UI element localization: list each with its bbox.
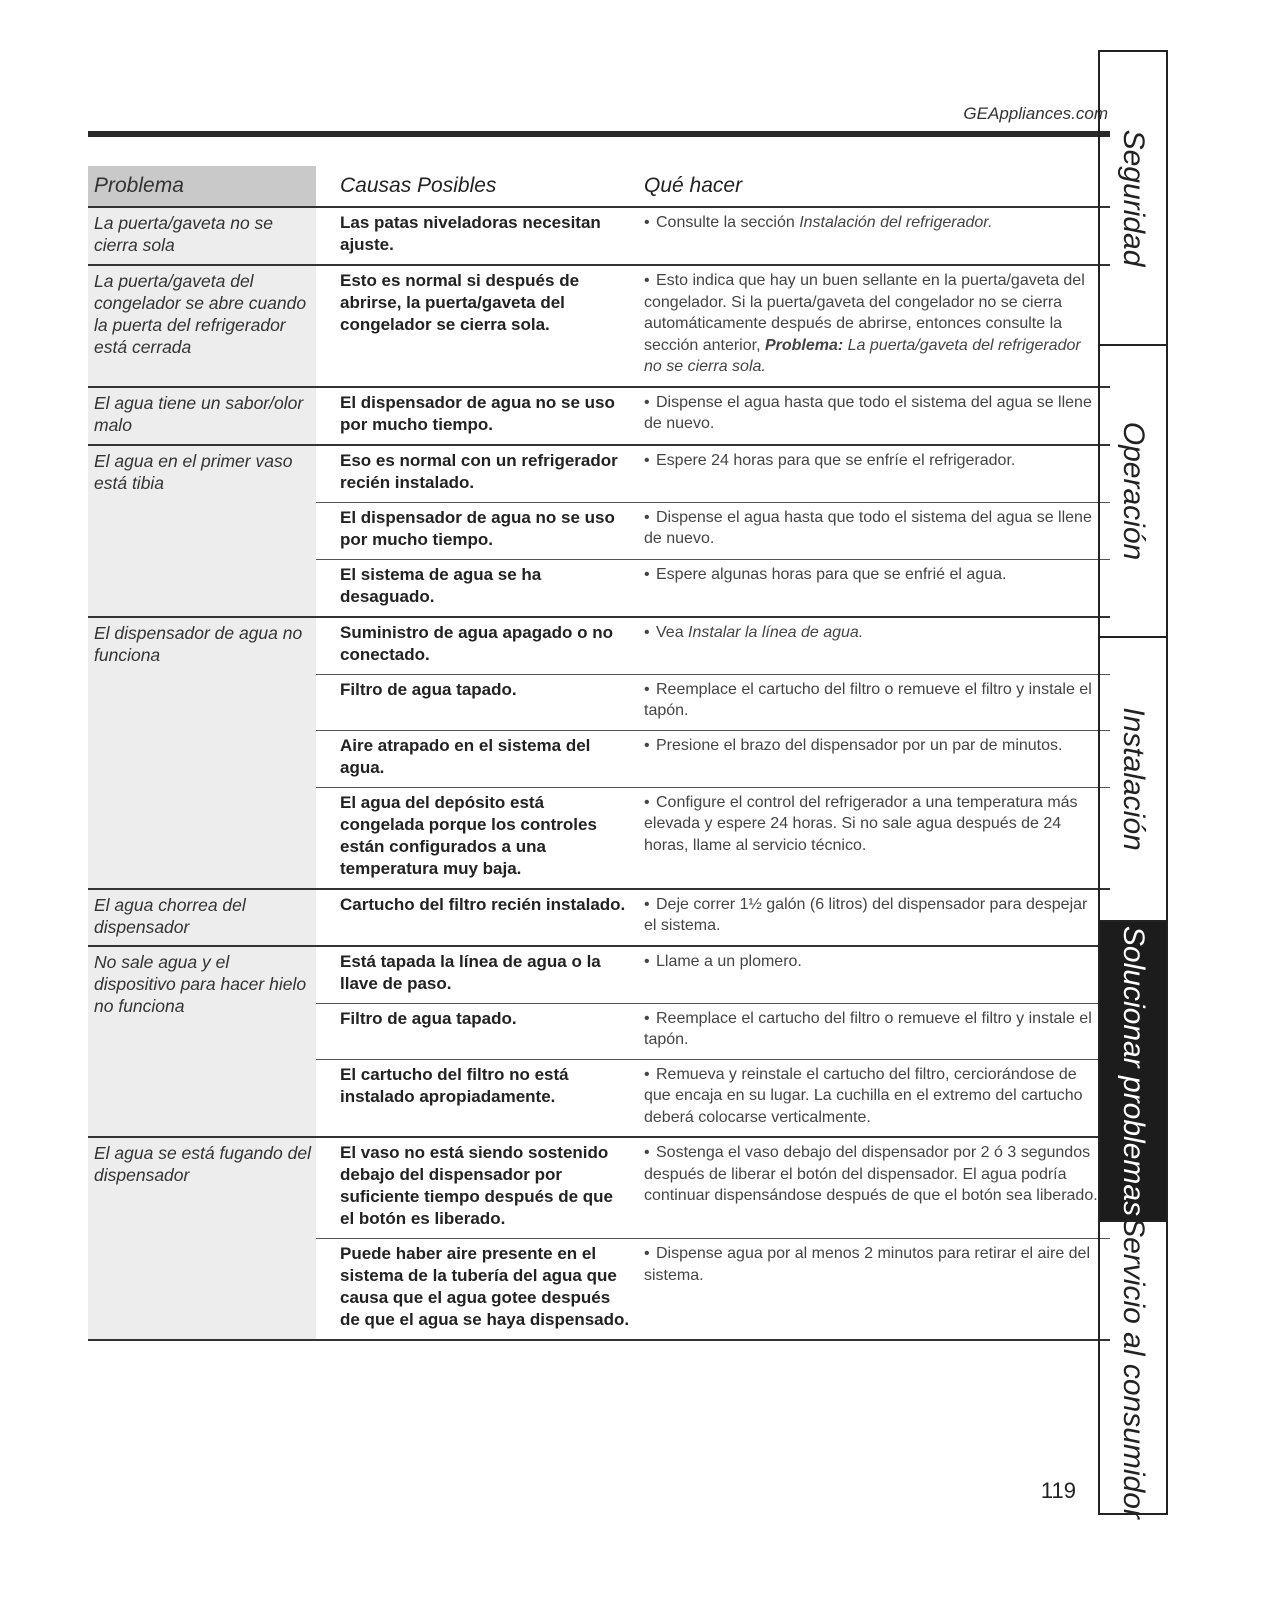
cause-row xyxy=(316,446,1110,502)
causes-list xyxy=(316,388,1110,444)
cause-row xyxy=(316,618,1110,674)
tab-solucionar-problemas[interactable] xyxy=(1100,922,1166,1222)
fix-text xyxy=(644,735,1098,779)
bullet-icon: • xyxy=(644,393,650,411)
tab-servicio-al-consumidor[interactable] xyxy=(1100,1216,1166,1519)
cause-row xyxy=(316,1003,1110,1059)
fix-segment: Presione el brazo del dispensador por un par de minutos. xyxy=(656,736,1063,754)
fix-segment: Dispense agua por al menos 2 minutos para retirar el aire del sistema. xyxy=(644,1245,1091,1284)
fix-text xyxy=(644,792,1098,880)
cause-row xyxy=(316,1138,1110,1238)
column-fix-header: Qué hacer xyxy=(644,174,743,197)
problem-group xyxy=(88,446,1110,618)
problem-group xyxy=(88,618,1110,890)
fix-text xyxy=(644,679,1098,722)
problem-group xyxy=(88,266,1110,388)
fix-text xyxy=(644,951,1098,995)
tab-instalacion[interactable] xyxy=(1100,638,1166,922)
fix-text xyxy=(644,622,1098,666)
fix-text xyxy=(644,894,1098,937)
bullet-icon: • xyxy=(644,451,650,469)
tab-label: Instalación xyxy=(1117,707,1150,851)
cause-text: Las patas niveladoras necesitan ajuste. xyxy=(340,213,601,254)
problem-label: El agua en el primer vaso está tibia xyxy=(88,446,316,616)
bullet-icon: • xyxy=(644,736,650,754)
fix-segment: Remueva y reinstale el cartucho del filtro, cerciorándose de que encaja en su lugar. La cuchilla en el extremo del cartucho deberá colocarse verticalmente. xyxy=(644,1065,1083,1126)
cause-text: Eso es normal con un refrigerador recién instalado. xyxy=(340,450,618,492)
troubleshooting-table xyxy=(88,166,1110,1341)
fix-segment: Reemplace el cartucho del filtro o remueve el filtro y instale el tapón. xyxy=(644,1009,1092,1048)
fix-text xyxy=(644,1008,1098,1051)
fix-segment: Espere 24 horas para que se enfríe el refrigerador. xyxy=(656,451,1016,469)
fix-segment: La puerta/gaveta del refrigerador no se cierra sola. xyxy=(644,336,1081,375)
bullet-icon: • xyxy=(644,952,650,970)
fix-segment: Reemplace el cartucho del filtro o remueve el filtro y instale el tapón. xyxy=(644,680,1092,719)
column-causes-header: Causas Posibles xyxy=(340,174,497,197)
problem-label: El agua se está fugando del dispensador xyxy=(88,1138,316,1339)
cause-row xyxy=(316,559,1110,616)
table-header xyxy=(88,166,1110,208)
section-sidebar xyxy=(1098,50,1168,1519)
top-rule xyxy=(88,131,1110,137)
bullet-icon: • xyxy=(644,1065,650,1083)
bullet-icon: • xyxy=(644,1245,650,1262)
problem-group xyxy=(88,208,1110,266)
fix-segment: Instalación del refrigerador. xyxy=(799,214,993,231)
tab-seguridad[interactable] xyxy=(1100,52,1166,346)
problem-label: El agua tiene un sabor/olor malo xyxy=(88,388,316,444)
cause-row xyxy=(316,890,1110,945)
problem-group xyxy=(88,890,1110,947)
cause-row xyxy=(316,266,1110,386)
tab-label: Servicio al consumidor xyxy=(1117,1216,1150,1519)
bullet-icon: • xyxy=(644,272,650,289)
causes-list xyxy=(316,890,1110,945)
cause-row xyxy=(316,1238,1110,1339)
bullet-icon: • xyxy=(644,1144,650,1161)
bullet-icon: • xyxy=(644,1009,650,1027)
tab-label: Solucionar problemas xyxy=(1117,925,1150,1217)
cause-text: El cartucho del filtro no está instalado apropiadamente. xyxy=(340,1064,569,1106)
table-body xyxy=(88,208,1110,1341)
bullet-icon: • xyxy=(644,680,650,698)
fix-text xyxy=(644,507,1098,551)
problem-label: El dispensador de agua no funciona xyxy=(88,618,316,888)
bullet-icon: • xyxy=(644,565,650,583)
fix-text xyxy=(644,450,1098,494)
fix-segment: Llame a un plomero. xyxy=(656,952,802,970)
fix-segment: Configure el control del refrigerador a una temperatura más elevada y espere 24 horas. Si no sale agua después de 24 horas, llame al servicio técnico. xyxy=(644,793,1078,854)
cause-row xyxy=(316,787,1110,888)
site-url: GEAppliances.com xyxy=(963,104,1108,123)
causes-list xyxy=(316,618,1110,888)
cause-row xyxy=(316,208,1110,264)
fix-text xyxy=(644,564,1098,608)
fix-segment: Dispense el agua hasta que todo el sistema del agua se llene de nuevo. xyxy=(644,393,1092,432)
cause-row xyxy=(316,947,1110,1003)
bullet-icon: • xyxy=(644,793,650,811)
cause-text: El dispensador de agua no se uso por mucho tiempo. xyxy=(340,392,615,434)
fix-segment: Sostenga el vaso debajo del dispensador por 2 ó 3 segundos después de liberar el botón del dispensador. El agua podría continuar dispensándose después de que el botón sea liberado. xyxy=(644,1144,1098,1204)
causes-list xyxy=(316,266,1110,386)
causes-list xyxy=(316,208,1110,264)
fix-text xyxy=(644,1243,1098,1331)
cause-text: Filtro de agua tapado. xyxy=(340,1008,517,1028)
fix-text xyxy=(644,1064,1098,1129)
page-number: 119 xyxy=(1040,1478,1076,1503)
fix-segment: Consulte la sección xyxy=(656,214,800,231)
fix-segment: Instalar la línea de agua. xyxy=(688,623,864,641)
tab-operacion[interactable] xyxy=(1100,346,1166,638)
bullet-icon: • xyxy=(644,895,650,913)
cause-text: Esto es normal si después de abrirse, la puerta/gaveta del congelador se cierra sola. xyxy=(340,271,580,334)
cause-text: Está tapada la línea de agua o la llave de paso. xyxy=(340,951,601,993)
cause-text: Filtro de agua tapado. xyxy=(340,679,517,699)
problem-group xyxy=(88,947,1110,1139)
bullet-icon: • xyxy=(644,508,650,526)
problem-label: La puerta/gaveta no se cierra sola xyxy=(88,208,316,264)
cause-row xyxy=(316,674,1110,730)
bullet-icon: • xyxy=(644,214,650,231)
tab-label: Seguridad xyxy=(1117,129,1150,267)
fix-text xyxy=(644,212,1098,256)
fix-text xyxy=(644,392,1098,436)
causes-list xyxy=(316,947,1110,1137)
cause-text: El vaso no está siendo sostenido debajo del dispensador por suficiente tiempo después de que el botón es liberado. xyxy=(340,1143,614,1228)
cause-row xyxy=(316,388,1110,444)
cause-row xyxy=(316,502,1110,559)
problem-label: No sale agua y el dispositivo para hacer hielo no funciona xyxy=(88,947,316,1137)
problem-group xyxy=(88,1138,1110,1341)
causes-list xyxy=(316,1138,1110,1339)
cause-text: Aire atrapado en el sistema del agua. xyxy=(340,735,591,777)
problem-group xyxy=(88,388,1110,446)
fix-text xyxy=(644,1142,1098,1230)
fix-segment: Esto indica que hay un buen sellante en la puerta/gaveta del congelador. Si la puerta/gaveta del congelador no se cierra automáticamente después de abrirse, entonces consulte la sección anterior, xyxy=(644,272,1085,354)
cause-text: El dispensador de agua no se uso por mucho tiempo. xyxy=(340,507,615,549)
cause-text: Cartucho del filtro recién instalado. xyxy=(340,894,626,914)
fix-segment: Deje correr 1½ galón (6 litros) del dispensador para despejar el sistema. xyxy=(644,895,1088,934)
fix-segment: Problema: xyxy=(764,336,844,354)
cause-text: Puede haber aire presente en el sistema de la tubería del agua que causa que el agua gotee después de que el agua se haya dispensado. xyxy=(340,1244,630,1329)
cause-row xyxy=(316,1059,1110,1137)
column-problem-header: Problema xyxy=(88,166,316,206)
cause-row xyxy=(316,730,1110,787)
cause-text: El agua del depósito está congelada porque los controles están configurados a una temperatura muy baja. xyxy=(340,792,597,878)
problem-label: El agua chorrea del dispensador xyxy=(88,890,316,945)
fix-text xyxy=(644,270,1098,378)
cause-text: Suministro de agua apagado o no conectado. xyxy=(340,622,613,664)
tab-label: Operación xyxy=(1117,421,1150,561)
fix-segment: Vea xyxy=(656,623,689,641)
bullet-icon: • xyxy=(644,623,650,641)
problem-label: La puerta/gaveta del congelador se abre cuando la puerta del refrigerador está cerrada xyxy=(88,266,316,386)
fix-segment: Espere algunas horas para que se enfrié el agua. xyxy=(656,565,1007,583)
cause-text: El sistema de agua se ha desaguado. xyxy=(340,564,542,606)
fix-segment: Dispense el agua hasta que todo el sistema del agua se llene de nuevo. xyxy=(644,508,1092,547)
causes-list xyxy=(316,446,1110,616)
